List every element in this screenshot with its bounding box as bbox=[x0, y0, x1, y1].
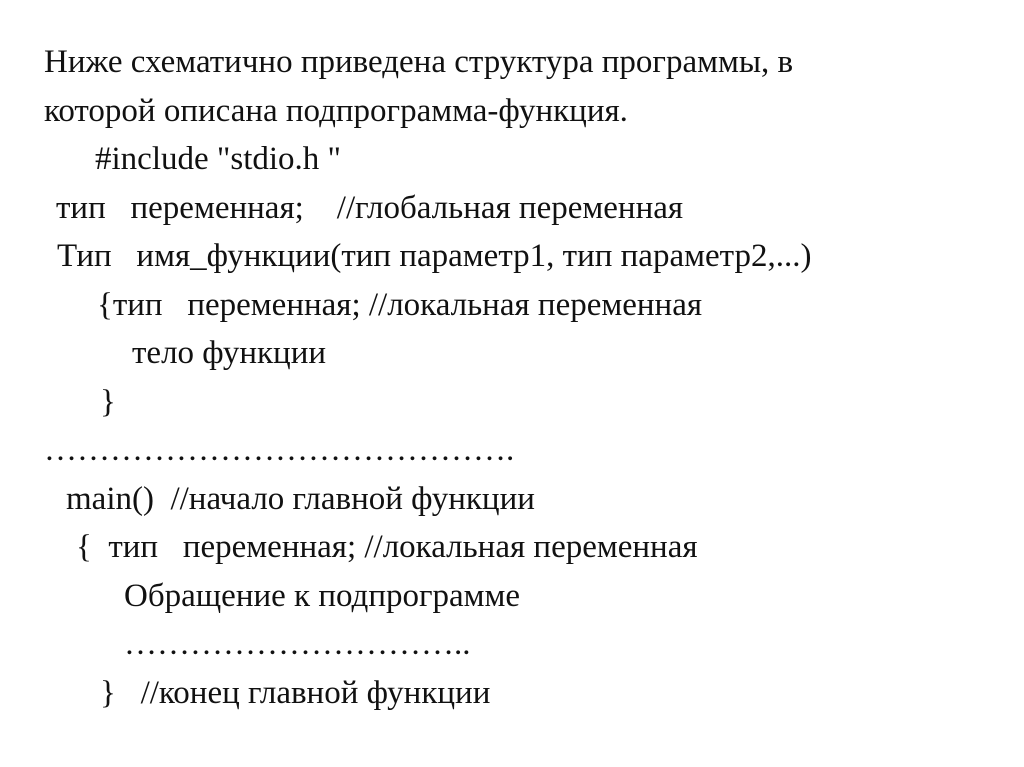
slide-content bbox=[44, 38, 1004, 717]
intro-line-2: которой описана подпрограмма-функция. bbox=[44, 92, 628, 129]
code-function-header: Тип имя_функции(тип параметр1, тип параметр2,...) bbox=[57, 238, 812, 274]
code-main-close: } //конец главной функции bbox=[100, 674, 491, 711]
code-ellipsis-1: ……………………………………. bbox=[44, 432, 515, 468]
code-function-local-variable: {тип переменная; //локальная переменная bbox=[97, 286, 703, 323]
code-main-call: Обращение к подпрограмме bbox=[124, 577, 521, 614]
code-function-close: } bbox=[100, 383, 116, 420]
code-function-body: тело функции bbox=[132, 335, 327, 371]
code-global-variable: тип переменная; //глобальная переменная bbox=[56, 189, 684, 226]
code-ellipsis-2: ………………………….. bbox=[124, 626, 471, 662]
code-main-header: main() //начало главной функции bbox=[66, 480, 535, 517]
code-main-local-variable: { тип переменная; //локальная переменная bbox=[76, 529, 698, 565]
code-include: #include "stdio.h " bbox=[95, 141, 342, 177]
intro-line-1: Ниже схематично приведена структура программы, в bbox=[44, 44, 794, 80]
